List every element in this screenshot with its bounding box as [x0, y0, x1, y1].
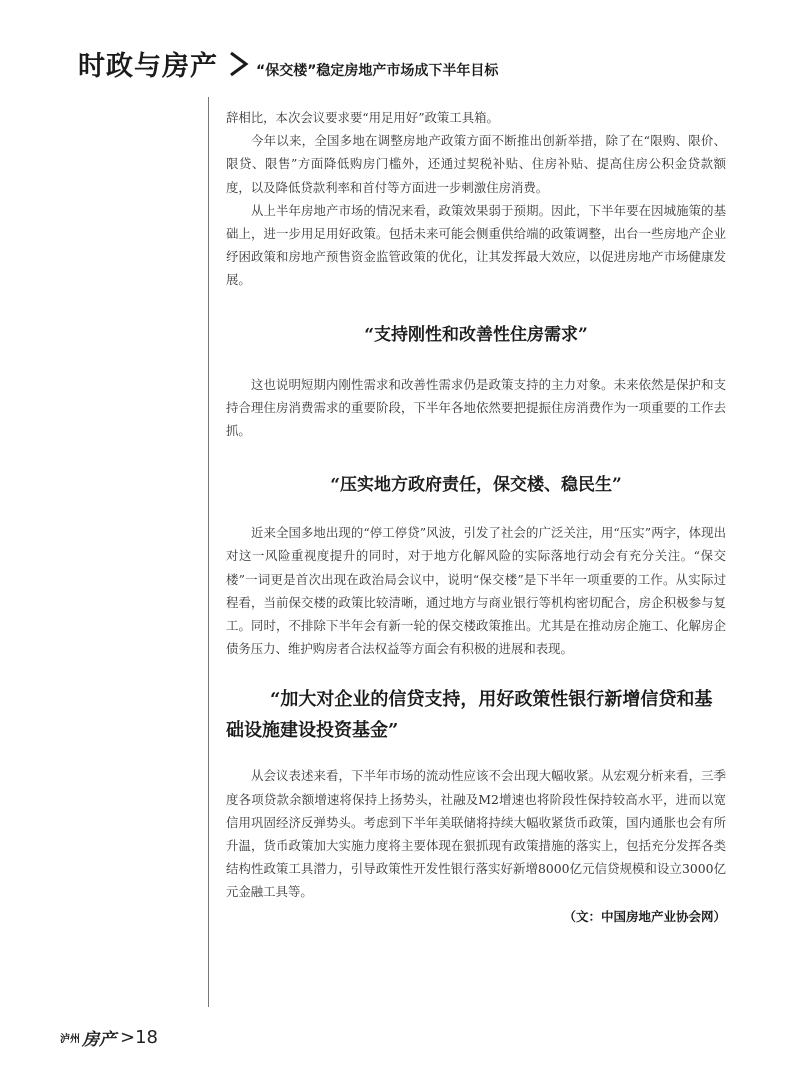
paragraph-5: 近来全国多地出现的“停工停贷”风波，引发了社会的广泛关注，用“压实”两字，体现出对这一风险重视度提升的同时，对于地方化解风险的实际落地行动会有充分关注。“保交楼”一词更是首次出现在政治局会议中，说明“保交楼”是下半年一项重要的工作。从实际过程看，当前保交楼的政策比较清晰，通过地方与商业银行等机构密切配合，房企积极参与复工。同时，不排除下半年会有新一轮的保交楼政策推出。尤其是在推动房企施工、化解房企债务压力、维护购房者合法权益等方面会有积极的进展和表现。	[226, 525, 726, 657]
page-number: >18	[120, 1027, 158, 1048]
brand-city: 泸州	[60, 1034, 80, 1045]
page-header	[78, 44, 498, 84]
column-divider	[208, 97, 209, 1007]
paragraph-1: 辞相比，本次会议要求要“用足用好”政策工具箱。	[226, 110, 499, 125]
section-heading-2: “压实地方政府责任，保交楼、稳民生”	[330, 475, 622, 496]
article-subtitle: “保交楼”稳定房地产市场成下半年目标	[256, 63, 499, 79]
section-heading-1: “支持刚性和改善性住房需求”	[364, 324, 588, 345]
chevron-right-icon	[228, 49, 250, 79]
brand-logo: 房产	[82, 1030, 116, 1050]
page-footer	[60, 1025, 158, 1050]
article-body	[226, 106, 726, 925]
paragraph-3: 从上半年房地产市场的情况来看，政策效果弱于预期。因此，下半年要在因城施策的基础上，进一步用足用好政策。包括未来可能会侧重供给端的政策调整，出台一些房地产企业纾困政策和房地产预售资金监管政策的优化，让其发挥最大效应，以促进房地产市场健康发展。	[226, 202, 726, 288]
article-source: （文：中国房地产业协会网）	[563, 908, 726, 924]
section-heading-3: “加大对企业的信贷支持，用好政策性银行新增信贷和基础设施建设投资基金”	[226, 689, 713, 742]
section-title: 时政与房产	[78, 51, 218, 82]
paragraph-6: 从会议表述来看，下半年市场的流动性应该不会出现大幅收紧。从宏观分析来看，三季度各项贷款余额增速将保持上扬势头，社融及M2增速也将阶段性保持较高水平，进而以宽信用巩固经济反弹势头。考虑到下半年美联储将持续大幅收紧货币政策，国内通胀也会有所升温，货币政策加大实施力度将主要体现在狠抓现有政策措施的落实上，包括充分发挥各类结构性政策工具潜力，引导政策性开发性银行落实好新增8000亿元信贷规模和设立3000亿元金融工具等。	[226, 768, 726, 900]
paragraph-2: 今年以来，全国多地在调整房地产政策方面不断推出创新举措，除了在“限购、限价、限贷、限售”方面降低购房门槛外，还通过契税补贴、住房补贴、提高住房公积金贷款额度，以及降低贷款利率和首付等方面进一步刺激住房消费。	[226, 133, 726, 195]
paragraph-4: 这也说明短期内刚性需求和改善性需求仍是政策支持的主力对象。未来依然是保护和支持合理住房消费需求的重要阶段，下半年各地依然要把提振住房消费作为一项重要的工作去抓。	[226, 376, 726, 439]
